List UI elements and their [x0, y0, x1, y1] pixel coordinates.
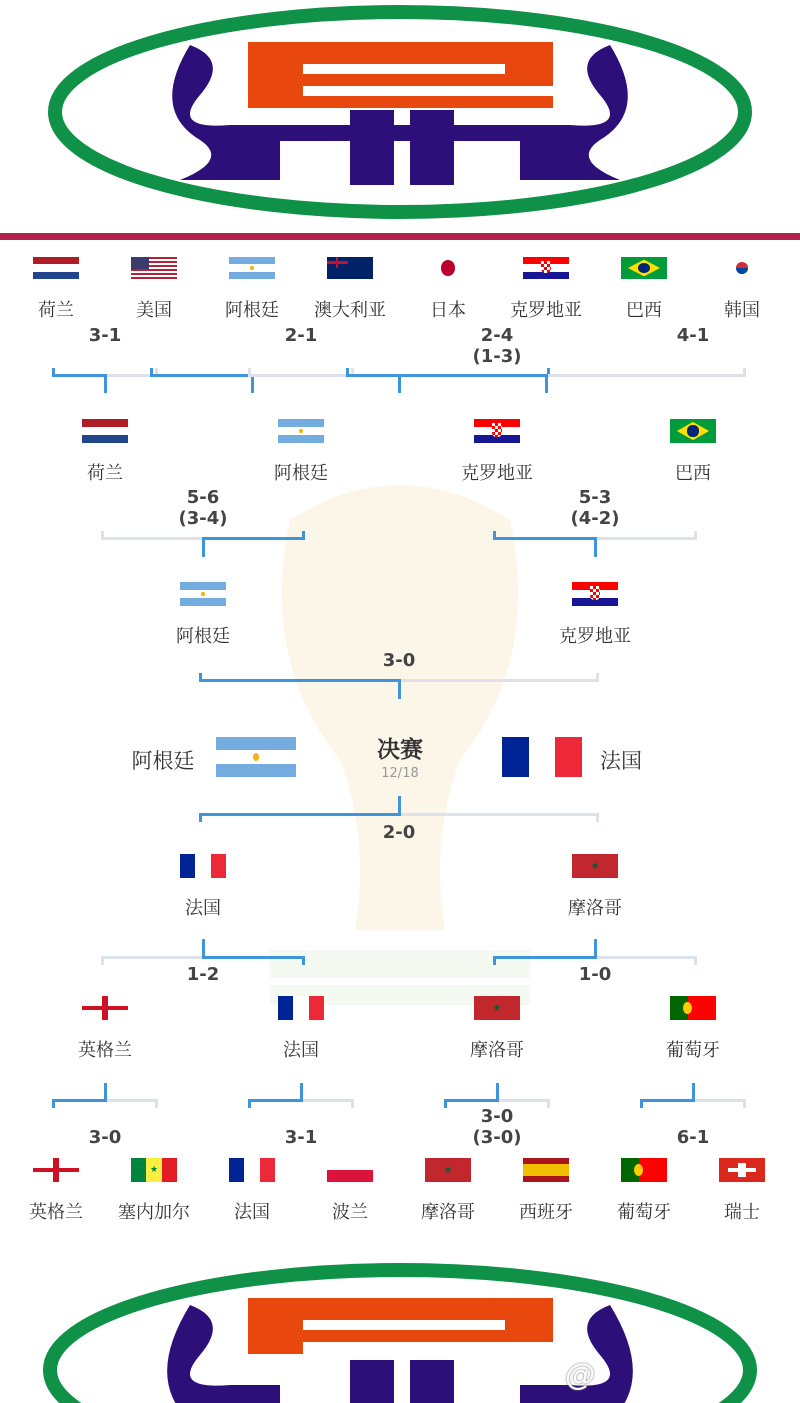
bracket-line-left [493, 537, 595, 540]
team-name: 法国 [234, 1202, 270, 1223]
flag-australia-icon [327, 257, 373, 279]
bracket-line-right [105, 1099, 158, 1102]
team-name: 摩洛哥 [470, 1040, 524, 1061]
team-name: 荷兰 [87, 463, 123, 484]
penalty-score: (3-4) [178, 508, 228, 529]
penalty-score: (3-0) [472, 1127, 522, 1148]
flag-france-icon [278, 996, 324, 1020]
match-score: 4-1 [676, 325, 710, 346]
match-score: 2-0 [382, 822, 416, 843]
bracket-tick [101, 959, 104, 965]
flag-netherlands-icon [82, 419, 128, 443]
flag-argentina-icon [278, 419, 324, 443]
bracket-line-left [150, 374, 252, 377]
flag-france-icon [502, 737, 582, 777]
match-score: 5-6 [186, 487, 220, 508]
flag-england-icon [33, 1158, 79, 1182]
penalty-score: (1-3) [472, 346, 522, 367]
final-left-team-name: 阿根廷 [131, 749, 195, 773]
bracket-line-right [693, 1099, 746, 1102]
bracket-line-left [52, 1099, 105, 1102]
team-name: 葡萄牙 [666, 1040, 720, 1061]
bracket-line-left [346, 374, 546, 377]
match-score: 2-1 [284, 325, 318, 346]
match-score: 1-0 [578, 964, 612, 985]
match-score: 3-1 [284, 1127, 318, 1148]
bracket-line-right [203, 956, 305, 959]
team-name: 荷兰 [38, 300, 74, 321]
flag-france-icon [229, 1158, 275, 1182]
final-date: 12/18 [381, 766, 419, 781]
divider [0, 233, 800, 240]
bracket-tick [640, 1102, 643, 1108]
flag-morocco-icon: ★ [474, 996, 520, 1020]
bracket-tick [743, 1102, 746, 1108]
flag-croatia-icon [474, 419, 520, 443]
team-name: 韩国 [724, 300, 760, 321]
bracket-tick [596, 673, 599, 679]
flag-argentina-icon [216, 737, 296, 777]
bracket-tick [248, 1102, 251, 1108]
bracket-tick [444, 1102, 447, 1108]
bracket-line-left [101, 537, 203, 540]
flag-morocco-icon: ★ [425, 1158, 471, 1182]
bracket-tick [346, 368, 349, 374]
flag-morocco-icon: ★ [572, 854, 618, 878]
bracket-line-winner [545, 374, 548, 393]
match-score: 3-1 [88, 325, 122, 346]
team-name: 美国 [136, 300, 172, 321]
bracket-line-left [199, 679, 399, 682]
flag-japan-icon [425, 257, 471, 279]
bracket-line-right [399, 679, 599, 682]
flag-croatia-icon [523, 257, 569, 279]
flag-senegal-icon: ★ [131, 1158, 177, 1182]
flag-brazil-icon [670, 419, 716, 443]
match-score: 2-4 [480, 325, 514, 346]
match-score: 1-2 [186, 964, 220, 985]
bracket-line-winner [104, 1083, 107, 1102]
match-score: 5-3 [578, 487, 612, 508]
team-name: 阿根廷 [176, 626, 230, 647]
team-name: 法国 [185, 898, 221, 919]
team-name: 阿根廷 [225, 300, 279, 321]
logo-bottom [0, 1250, 800, 1403]
flag-usa-icon [131, 257, 177, 279]
team-name: 巴西 [626, 300, 662, 321]
bracket-line-left [199, 813, 399, 816]
flag-portugal-icon [670, 996, 716, 1020]
bracket-tick [493, 959, 496, 965]
flag-argentina-icon [229, 257, 275, 279]
team-name: 摩洛哥 [421, 1202, 475, 1223]
team-name: 日本 [430, 300, 466, 321]
bracket-tick [155, 1102, 158, 1108]
match-score: 6-1 [676, 1127, 710, 1148]
bracket-line-right [301, 1099, 354, 1102]
bracket-tick [101, 531, 104, 537]
bracket-tick [199, 816, 202, 822]
bracket-line-right [399, 813, 599, 816]
bracket-tick [248, 368, 251, 374]
flag-poland-icon [327, 1158, 373, 1182]
bracket-line-right [497, 1099, 550, 1102]
bracket-tick [52, 1102, 55, 1108]
bracket-line-winner [594, 939, 597, 959]
team-name: 澳大利亚 [314, 300, 386, 321]
team-name: 克罗地亚 [510, 300, 582, 321]
bracket-tick [302, 531, 305, 537]
bracket-tick [351, 1102, 354, 1108]
bracket-line-left [101, 956, 203, 959]
flag-spain-icon [523, 1158, 569, 1182]
bracket-line-winner [202, 537, 205, 557]
flag-england-icon [82, 996, 128, 1020]
bracket-line-winner [594, 537, 597, 557]
flag-brazil-icon [621, 257, 667, 279]
bracket-line-winner [496, 1083, 499, 1102]
bracket-tick [150, 368, 153, 374]
watermark-text: @ [565, 1358, 595, 1393]
bracket-line-right [546, 374, 746, 377]
penalty-score: (4-2) [570, 508, 620, 529]
bracket-line-left [493, 956, 595, 959]
team-name: 英格兰 [78, 1040, 132, 1061]
team-name: 克罗地亚 [559, 626, 631, 647]
flag-portugal-icon [621, 1158, 667, 1182]
flag-south-korea-icon [719, 257, 765, 279]
team-name: 阿根廷 [274, 463, 328, 484]
bracket-tick [493, 531, 496, 537]
bracket-line-right [203, 537, 305, 540]
bracket-line-winner [692, 1083, 695, 1102]
team-name: 瑞士 [724, 1202, 760, 1223]
bracket-line-right [595, 537, 697, 540]
match-score: 3-0 [480, 1106, 514, 1127]
team-name: 西班牙 [519, 1202, 573, 1223]
bracket-line-winner [398, 796, 401, 816]
bracket-line-winner [202, 939, 205, 959]
bracket-tick [199, 673, 202, 679]
flag-france-icon [180, 854, 226, 878]
team-name: 巴西 [675, 463, 711, 484]
team-name: 波兰 [332, 1202, 368, 1223]
bracket-tick [694, 531, 697, 537]
team-name: 英格兰 [29, 1202, 83, 1223]
bracket-line-winner [300, 1083, 303, 1102]
bracket-line-left [640, 1099, 693, 1102]
final-right-team-name: 法国 [600, 749, 642, 773]
bracket-tick [596, 816, 599, 822]
match-score: 3-0 [88, 1127, 122, 1148]
bracket-tick [52, 368, 55, 374]
bracket-line-winner [398, 679, 401, 699]
bracket-tick [302, 959, 305, 965]
final-title: 决赛 [377, 737, 423, 763]
bracket-line-left [444, 1099, 497, 1102]
team-name: 摩洛哥 [568, 898, 622, 919]
bracket-tick [743, 368, 746, 374]
bracket-tick [694, 959, 697, 965]
bracket-line-left [52, 374, 105, 377]
flag-netherlands-icon [33, 257, 79, 279]
team-name: 塞内加尔 [118, 1202, 190, 1223]
bracket-line-right [595, 956, 697, 959]
logo-top [0, 0, 800, 232]
team-name: 葡萄牙 [617, 1202, 671, 1223]
team-name: 法国 [283, 1040, 319, 1061]
flag-croatia-icon [572, 582, 618, 606]
bracket-tick [547, 1102, 550, 1108]
bracket-line-winner [104, 374, 107, 393]
team-name: 克罗地亚 [461, 463, 533, 484]
match-score: 3-0 [382, 650, 416, 671]
flag-argentina-icon [180, 582, 226, 606]
bracket-line-left [248, 1099, 301, 1102]
flag-switzerland-icon [719, 1158, 765, 1182]
